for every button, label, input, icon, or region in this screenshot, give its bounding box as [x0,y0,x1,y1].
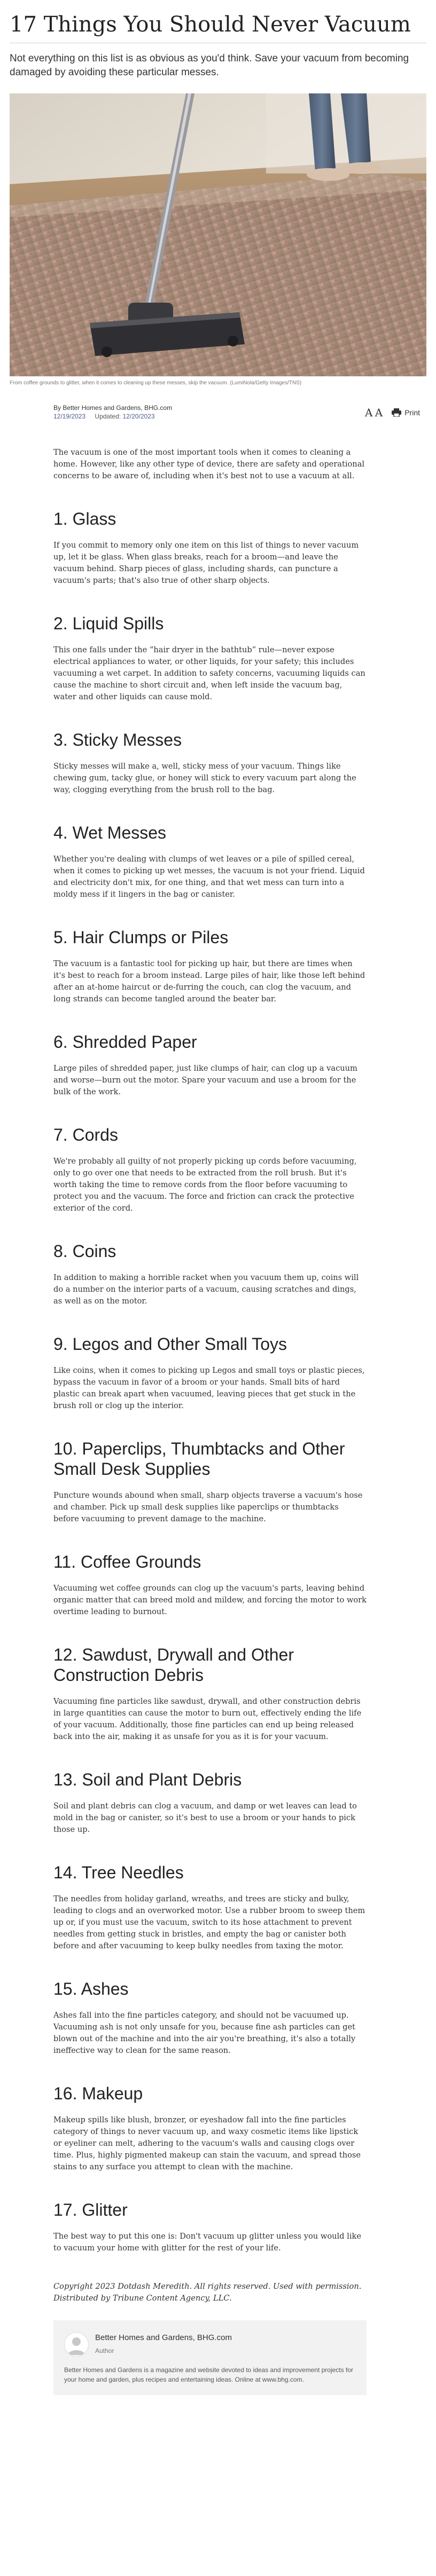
section-heading: 8. Coins [53,1242,116,1261]
article-section [53,1125,367,1214]
section-body: Like coins, when it comes to picking up Legos and small toys or plastic pieces, bypass the vacuum in favor of a broom or your hands. Small bits of hard plastic can break apart when vacuumed, leaving pieces that get stuck in the brush roll or clog up the interior. [53,1366,365,1410]
article-section [53,1645,367,1743]
section-heading: 15. Ashes [53,1979,129,1998]
section-body: Whether you're dealing with clumps of wet leaves or a pile of spilled cereal, when it comes to picking up wet messes, the vacuum is not your friend. Liquid and electricity don't mix, for one thing, and that wet mess can turn into a moldy mess if it lingers in the bag or canister. [53,855,365,899]
section-heading: 13. Soil and Plant Debris [53,1770,242,1789]
vacuum-photo [10,93,426,376]
article-subtitle: Not everything on this list is as obvious as you'd think. Save your vacuum from becoming damaged by avoiding these particular messes. [10,53,409,78]
section-heading: 9. Legos and Other Small Toys [53,1334,287,1354]
article-tools [365,406,420,419]
section-body: Sticky messes will make a, well, sticky mess of your vacuum. Things like chewing gum, tacky glue, or honey will stick to every vacuum part along the way, clogging everything from the brush roll to the bag. [53,762,356,794]
image-caption: From coffee grounds to glitter, when it comes to cleaning up these messes, skip the vacuum. (LumiNola/Getty Images/TNS) [10,380,302,386]
article-section [53,823,367,900]
author-bio: Better Homes and Gardens is a magazine and website devoted to ideas and improvement projects for your home and garden, plus recipes and entertaining ideas. Online at www.bhg.com. [64,2366,353,2383]
section-heading: 4. Wet Messes [53,823,167,842]
author-meta [95,2332,232,2357]
avatar-placeholder-icon[interactable] [64,2332,89,2357]
section-body: Vacuuming wet coffee grounds can clog up the vacuum's parts, leaving behind organic matter that can breed mold and mildew, and forcing the motor to work overtime leading to burnout. [53,1584,367,1616]
print-icon [392,408,401,417]
article-section [53,1862,367,1952]
article-section [53,730,367,796]
section-heading: 16. Makeup [53,2084,143,2103]
section-body: Large piles of shredded paper, just like clumps of hair, can clog up a vacuum and worse—burn out the motor. Spare your vacuum and use a broom for the bulk of the work. [53,1064,357,1096]
author-role: Author [95,2347,114,2354]
section-body: The needles from holiday garland, wreaths, and trees are sticky and bulky, leading to clogs and an overworked motor. Use a rubber broom to sweep them up or, if you must use the vacuum, switch to its hose attachment to prevent needles from getting stuck in bristles, and empty the bag or canister both before and after vacuuming to keep bulky needles from taxing the motor. [53,1894,365,1950]
article-intro: The vacuum is one of the most important tools when it comes to cleaning a home. However, like any other type of device, there are safety and operational concerns to be aware of, including when it's best not to use a vacuum at all. [53,448,365,480]
article-section [53,1334,367,1412]
article-sections [53,509,367,2254]
article-title: 17 Things You Should Never Vacuum [10,12,411,37]
section-heading: 14. Tree Needles [53,1863,184,1882]
article-section [53,613,367,703]
section-body: The best way to put this one is: Don't vacuum up glitter unless you would like to vacuum your home with glitter for the rest of your life. [53,2232,361,2253]
section-body: We're probably all guilty of not properly picking up cords before vacuuming, only to go over one that needs to be extracted from the roll brush. But it's worth taking the time to remove cords from the floor before vacuuming to protect you and the vacuum. The force and friction can crack the protective exterior of the cord. [53,1157,357,1213]
article-section [53,1552,367,1618]
section-heading: 17. Glitter [53,2200,128,2219]
byline-author: By Better Homes and Gardens, BHG.com [53,404,173,412]
byline [53,403,420,422]
article-section [53,927,367,1005]
copyright-notice: Copyright 2023 Dotdash Meredith. All rights reserved. Used with permission. Distributed by Tribune Content Agency, LLC. [53,2282,362,2303]
article-section [53,1032,367,1098]
article-body [53,447,367,2395]
article-section [53,1439,367,1525]
published-date: 12/19/2023 [53,413,86,420]
article-section [53,1979,367,2057]
article-section [53,509,367,587]
section-heading: 3. Sticky Messes [53,730,182,749]
section-heading: 10. Paperclips, Thumbtacks and Other Small Desk Supplies [53,1439,345,1479]
section-body: Puncture wounds abound when small, sharp objects traverse a vacuum's hose and chamber. Pick up small desk supplies like paperclips or thumbtacks before vacuuming to prevent damage to the machine. [53,1491,363,1523]
section-heading: 1. Glass [53,509,116,528]
print-label: Print [404,408,420,417]
section-heading: 12. Sawdust, Drywall and Other Construction Debris [53,1645,294,1685]
section-heading: 11. Coffee Grounds [53,1552,201,1571]
article-section [53,2083,367,2173]
article-section [53,2200,367,2254]
byline-dates [53,413,155,420]
updated-label: Updated: [95,413,121,420]
article-section [53,1769,367,1836]
section-heading: 6. Shredded Paper [53,1032,197,1052]
hero-image [10,93,426,376]
section-body: Soil and plant debris can clog a vacuum, and damp or wet leaves can lead to mold in the bag or canister, so it's best to use a broom or your hands to pick those up. [53,1801,357,1834]
section-body: Ashes fall into the fine particles category, and should not be vacuumed up. Vacuuming ash is not only unsafe for you, because fine ash particles can get blown out of the machine and into the air you're breathing, it's also a totally ineffective way to clean for the same reason. [53,2011,356,2055]
section-heading: 7. Cords [53,1125,118,1144]
text-size-icon[interactable]: A A [364,406,383,419]
article-section [53,1241,367,1307]
section-body: In addition to making a horrible racket when you vacuum them up, coins will do a number on the interior parts of a vacuum, causing scratches and dings, as well as on the motor. [53,1273,359,1306]
section-heading: 5. Hair Clumps or Piles [53,928,229,947]
section-heading: 2. Liquid Spills [53,614,164,633]
updated-date: 12/20/2023 [122,413,155,420]
section-body: Vacuuming fine particles like sawdust, drywall, and other construction debris in large quantities can cause the motor to burn out, effectively ending the life of your vacuum. Additionally, those fine particles can end up being released back into the air, making it as unsafe for you as it is for your vacuum. [53,1697,362,1741]
author-header [64,2332,356,2357]
section-body: If you commit to memory only one item on this list of things to never vacuum up, let it be glass. When glass breaks, reach for a broom—and leave the vacuum behind. Sharp pieces of glass, including shards, can puncture a vacuum's parts; that's also true of other sharp objects. [53,541,359,585]
author-box [53,2320,367,2395]
print-button[interactable] [392,408,420,417]
author-name[interactable]: Better Homes and Gardens, BHG.com [95,2333,232,2342]
section-body: Makeup spills like blush, bronzer, or eyeshadow fall into the fine particles category of things to never vacuum up, and waxy cosmetic items like lipstick or eyeliner can melt, adhering to the vacuum's walls and causing clogs over time. Plus, highly pigmented makeup can stain the vacuum, and spread those stains to any surface you attempt to clean with the machine. [53,2115,361,2171]
section-body: This one falls under the “hair dryer in the bathtub” rule—never expose electrical appliances to water, or other liquids, for your safety; this includes vacuuming a wet carpet. In addition to safety concerns, vacuuming liquids can cause the machine to short circuit and, when left inside the vacuum bag, water and other liquids can cause mold. [53,645,365,701]
section-body: The vacuum is a fantastic tool for picking up hair, but there are times when it's best to reach for a broom instead. Large piles of hair, like those left behind after an at-home haircut or de-furring the couch, can clog the vacuum, and long strands can become tangled around the beater bar. [53,959,365,1003]
